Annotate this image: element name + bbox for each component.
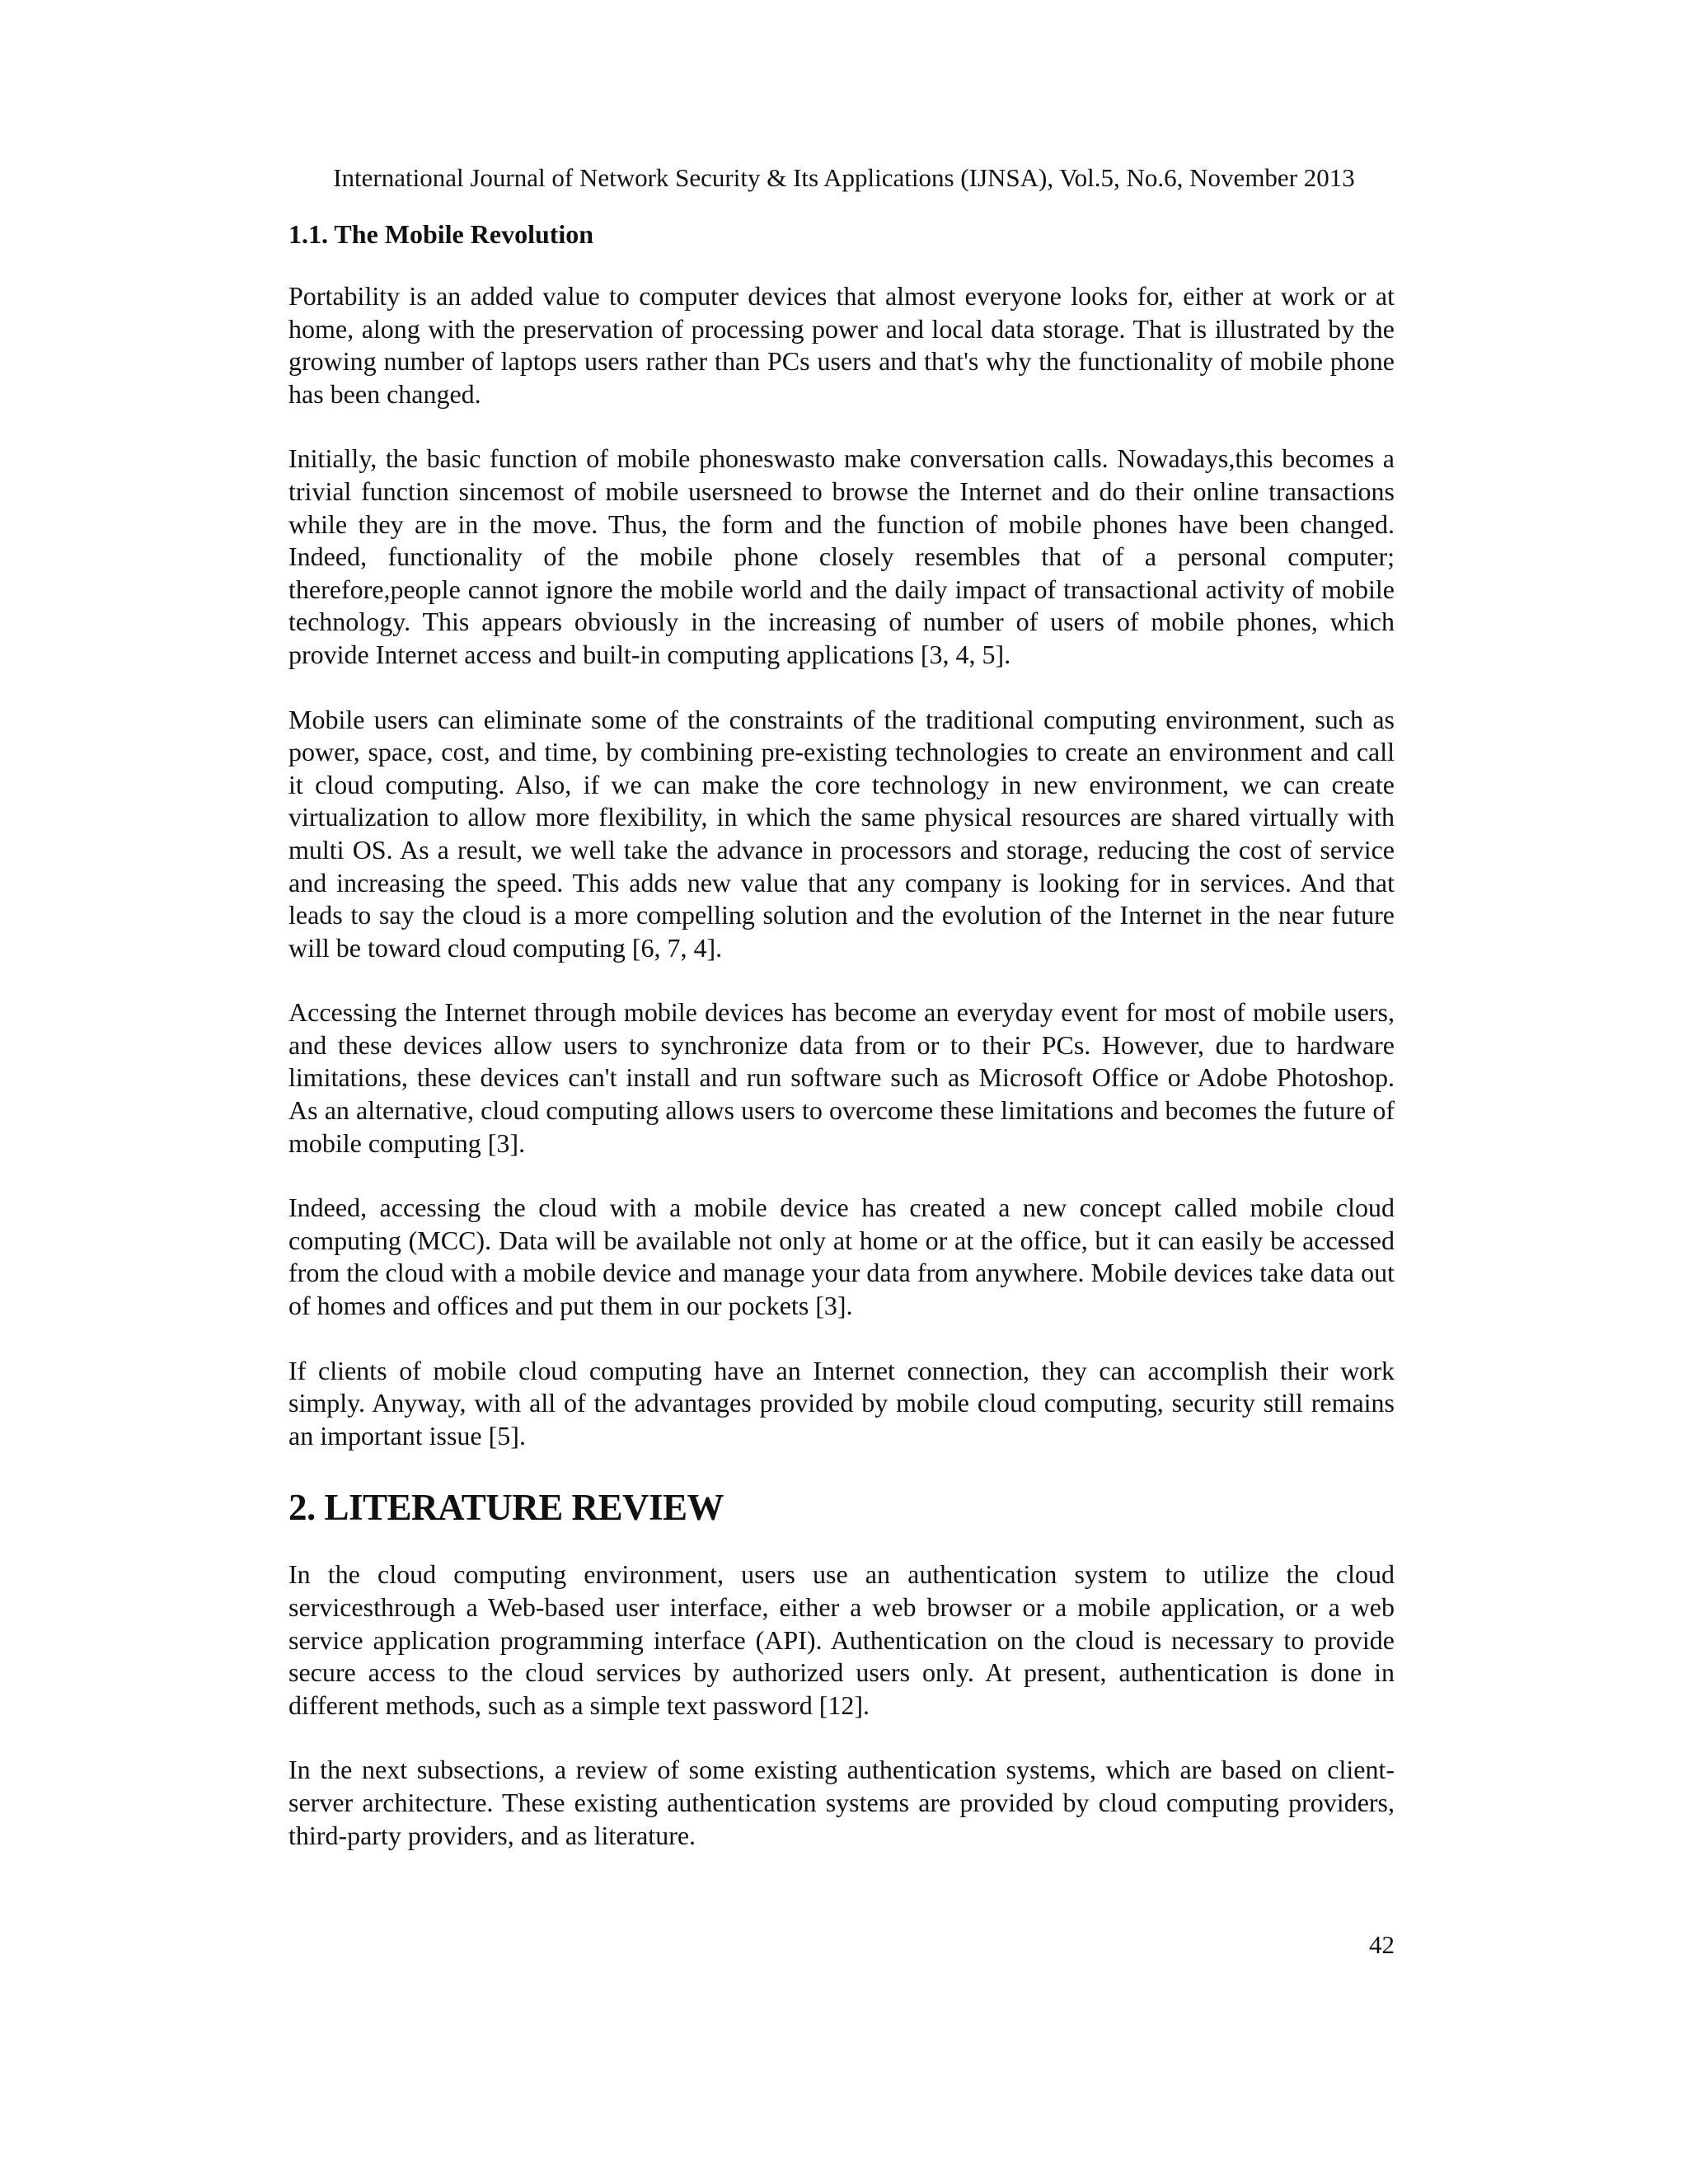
- section-heading: 2. LITERATURE REVIEW: [288, 1487, 724, 1529]
- paragraph: Indeed, accessing the cloud with a mobile device has created a new concept called mobile cloud computing (MCC). Data will be available not only at home or at the office, but it can easily be accessed from the cloud with a mobile device and manage your data from anywhere. Mobile devices take data out of homes and offices and put them in our pockets [3].: [288, 1193, 1395, 1321]
- paragraph: In the next subsections, a review of some existing authentication systems, which are based on client-server architecture. These existing authentication systems are provided by cloud computing providers, third-party providers, and as literature.: [288, 1755, 1395, 1850]
- paragraph: Portability is an added value to computer devices that almost everyone looks for, either at work or at home, along with the preservation of processing power and local data storage. That is illustrated by the growing number of laptops users rather than PCs users and that's why the functionality of mobile phone has been changed.: [288, 281, 1395, 409]
- running-header: International Journal of Network Security & Its Applications (IJNSA), Vol.5, No.6, November 2013: [333, 163, 1355, 192]
- paragraph: Mobile users can eliminate some of the constraints of the traditional computing environment, such as power, space, cost, and time, by combining pre-existing technologies to create an environment and call it cloud computing. Also, if we can make the core technology in new environment, we can create virtualization to allow more flexibility, in which the same physical resources are shared virtually with multi OS. As a result, we well take the advance in processors and storage, reducing the cost of service and increasing the speed. This adds new value that any company is looking for in services. And that leads to say the cloud is a more compelling solution and the evolution of the Internet in the near future will be toward cloud computing [6, 7, 4].: [288, 704, 1395, 963]
- paragraph: In the cloud computing environment, users use an authentication system to utilize the cloud servicesthrough a Web-based user interface, either a web browser or a mobile application, or a web service application programming interface (API). Authentication on the cloud is necessary to provide secure access to the cloud services by authorized users only. At present, authentication is done in different methods, such as a simple text password [12].: [288, 1559, 1395, 1720]
- page-number: 42: [1369, 1930, 1395, 1959]
- page-content: [288, 216, 1395, 1884]
- paragraph: Initially, the basic function of mobile phoneswasto make conversation calls. Nowadays,this becomes a trivial function sincemost of mobile usersneed to browse the Internet and do their online transactions while they are in the move. Thus, the form and the function of mobile phones have been changed. Indeed, functionality of the mobile phone closely resembles that of a personal computer; therefore,people cannot ignore the mobile world and the daily impact of transactional activity of mobile technology. This appears obviously in the increasing of number of users of mobile phones, which provide Internet access and built-in computing applications [3, 4, 5].: [288, 443, 1395, 669]
- subsection-heading: 1.1. The Mobile Revolution: [288, 219, 594, 249]
- paragraph: Accessing the Internet through mobile devices has become an everyday event for most of mobile users, and these devices allow users to synchronize data from or to their PCs. However, due to hardware limitations, these devices can't install and run software such as Microsoft Office or Adobe Photoshop. As an alternative, cloud computing allows users to overcome these limitations and becomes the future of mobile computing [3].: [288, 997, 1395, 1158]
- paragraph: If clients of mobile cloud computing have an Internet connection, they can accomplish their work simply. Anyway, with all of the advantages provided by mobile cloud computing, security still remains an important issue [5].: [288, 1355, 1395, 1451]
